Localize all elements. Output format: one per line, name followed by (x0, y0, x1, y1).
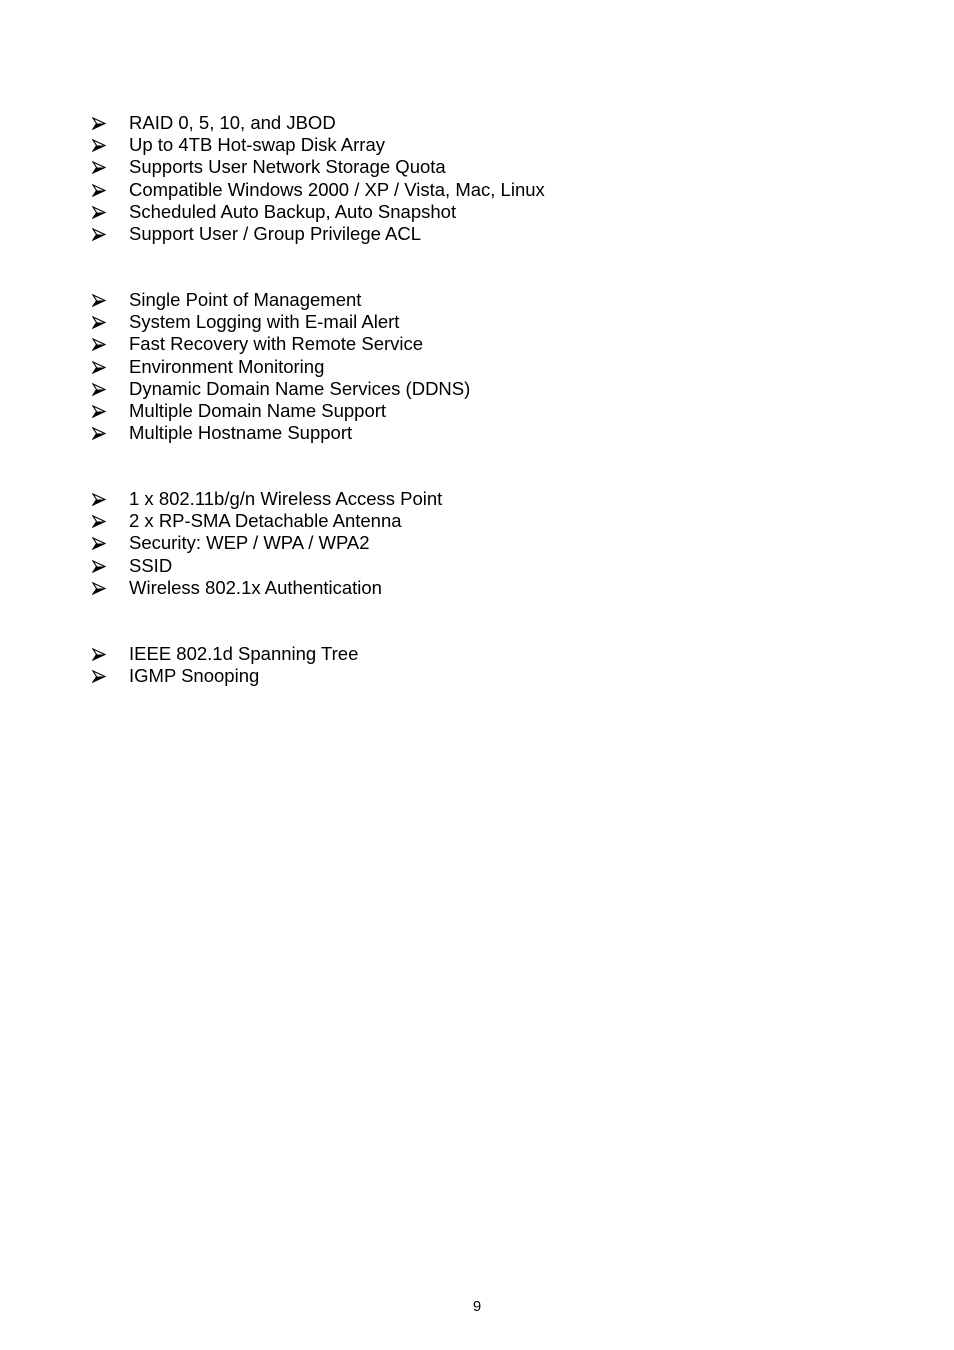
arrowhead-bullet-icon (90, 333, 108, 355)
arrowhead-bullet-icon (90, 289, 108, 311)
arrowhead-bullet-icon (90, 356, 108, 378)
arrowhead-bullet-icon (90, 643, 108, 665)
list-item-text: Wireless 802.1x Authentication (129, 576, 382, 598)
arrowhead-bullet-icon (90, 223, 108, 245)
arrowhead-bullet-icon (90, 156, 108, 178)
list-item-text: System Logging with E-mail Alert (129, 311, 400, 333)
list-item-text: Supports User Network Storage Quota (129, 156, 446, 178)
arrowhead-bullet-icon (90, 555, 108, 577)
arrowhead-bullet-icon (90, 422, 108, 444)
list-item-text: 2 x RP-SMA Detachable Antenna (129, 510, 402, 532)
arrowhead-bullet-icon (90, 488, 108, 510)
arrowhead-bullet-icon (90, 577, 108, 599)
list-item-text: 1 x 802.11b/g/n Wireless Access Point (129, 488, 443, 509)
list-item-text: Multiple Hostname Support (129, 422, 353, 444)
list-item-text: Single Point of Management (129, 289, 362, 310)
list-item-text: Up to 4TB Hot-swap Disk Array (129, 134, 385, 156)
arrowhead-bullet-icon (90, 179, 108, 201)
arrowhead-bullet-icon (90, 532, 108, 554)
list-item-text: Scheduled Auto Backup, Auto Snapshot (129, 200, 457, 222)
list-item-text: IEEE 802.1d Spanning Tree (129, 643, 359, 664)
page-number: 9 (472, 1298, 482, 1315)
list-item-text: Security: WEP / WPA / WPA2 (129, 532, 370, 554)
list-item-text: Fast Recovery with Remote Service (129, 333, 424, 355)
list-item-text: Dynamic Domain Name Services (DDNS) (129, 377, 471, 399)
arrowhead-bullet-icon (90, 665, 108, 687)
list-item-text: Multiple Domain Name Support (129, 399, 387, 421)
arrowhead-bullet-icon (90, 201, 108, 223)
arrowhead-bullet-icon (90, 311, 108, 333)
list-item-text: SSID (129, 554, 173, 576)
arrowhead-bullet-icon (90, 378, 108, 400)
arrowhead-bullet-icon (90, 134, 108, 156)
list-item-text: RAID 0, 5, 10, and JBOD (129, 112, 336, 133)
list-item-text: Compatible Windows 2000 / XP / Vista, Mac, Linux (129, 178, 545, 200)
arrowhead-bullet-icon (90, 112, 108, 134)
list-item-text: Support User / Group Privilege ACL (129, 222, 422, 244)
arrowhead-bullet-icon (90, 510, 108, 532)
list-item-text: IGMP Snooping (129, 665, 260, 687)
arrowhead-bullet-icon (90, 400, 108, 422)
list-item-text: Environment Monitoring (129, 355, 325, 377)
